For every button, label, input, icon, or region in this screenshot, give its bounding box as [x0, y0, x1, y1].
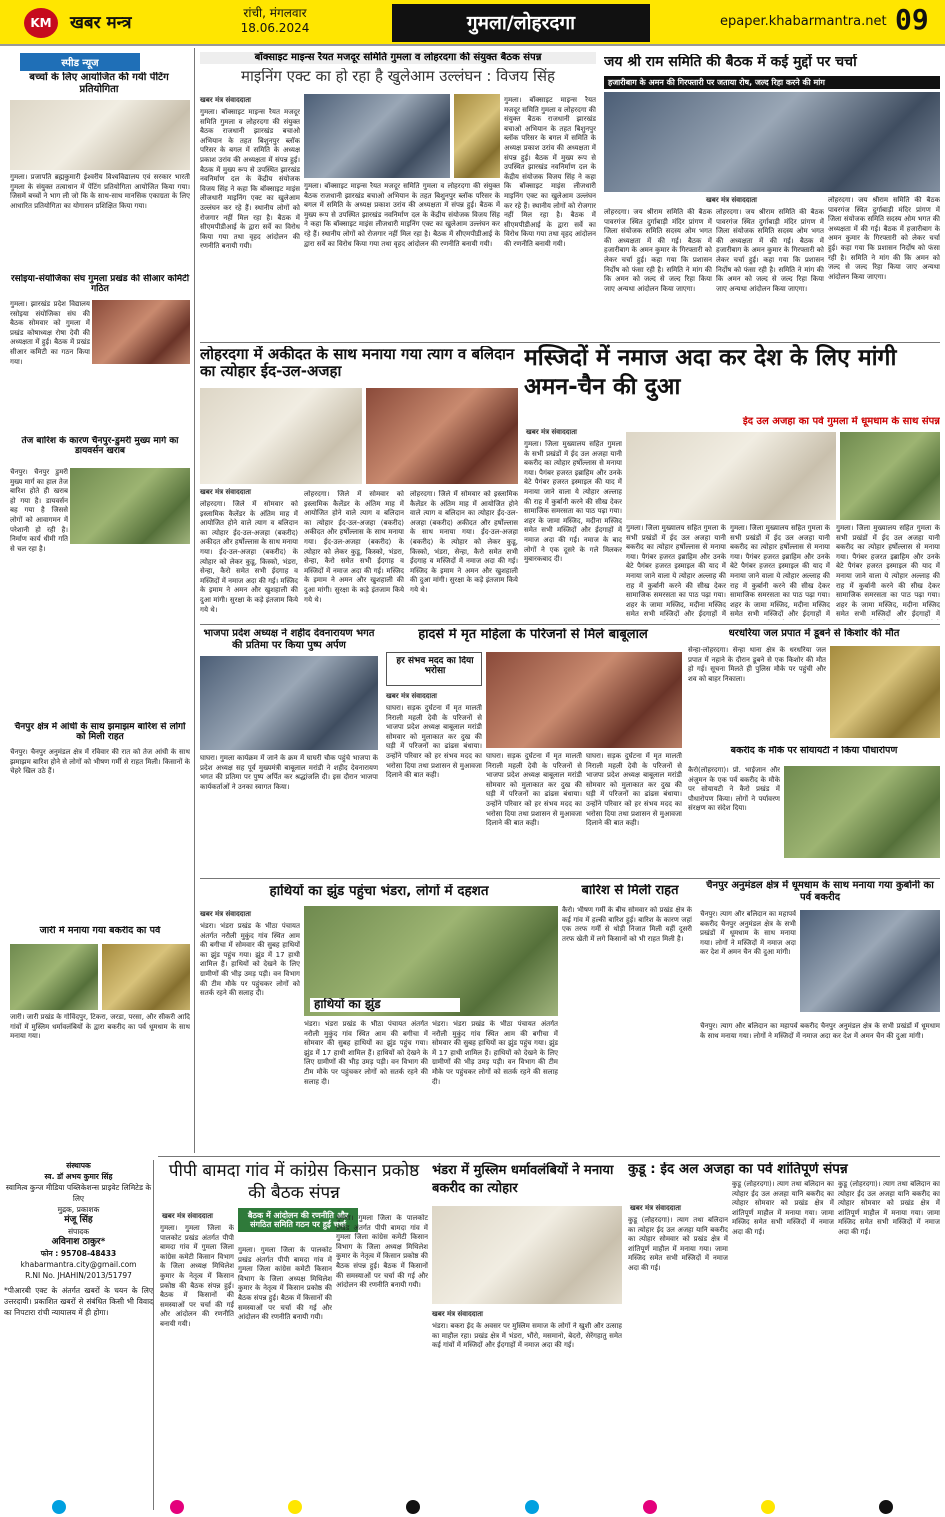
column-divider: [194, 48, 195, 1153]
black-dot: [406, 1500, 420, 1514]
a5-headline: भाजपा प्रदेश अध्यक्ष ने शहीद देवनारायण भगत की प्रतिमा पर किया पुष्प अर्पण: [203, 628, 375, 651]
black-dot: [879, 1500, 893, 1514]
imprint-note: *पीआरबी एक्ट के अंतर्गत खबरों के चयन के लिए उत्तरदायी। प्रकाशित खबरों से संबंधित किसी भी विवाद का निपटारा रांची न्यायालय में ही होगा।: [4, 1286, 153, 1317]
dateline: [225, 6, 325, 36]
brand-logo-icon: KM: [24, 8, 58, 38]
a4-photo-namaz: [626, 432, 836, 520]
a9-headline: बारिश से मिली राहत: [581, 884, 679, 898]
a4-headline: मस्जिदों में नमाज अदा कर देश के लिए मांगी अमन-चैन की दुआ: [524, 345, 897, 400]
a1-headline: माइनिंग एक्ट का हो रहा है खुलेआम उल्लंघन : विजय सिंह: [241, 68, 555, 85]
side-story-5-body: जारी। जारी प्रखंड के गोविंदपुर, टिकरा, जरडा, परसा, और सीकरी आदि गांवों में मुस्लिम धर्मावलंबियों के द्वारा बकरीद का पर्व धूमधाम के साथ मनाया गया।: [10, 1013, 190, 1041]
section-rule-4: [158, 1156, 940, 1157]
side-story-1-headline: बच्चों के लिए आयोजित की गयी पेंटिंग प्रतियोगिता: [29, 72, 169, 95]
a6-headline: हादसे में मृत महिला के परिजनों से मिले बाबूलाल: [418, 628, 648, 642]
a3-headline: लोहरदगा में अकीदत के साथ मनाया गया त्याग व बलिदान का त्योहार ईद-उल-अजहा: [200, 346, 515, 381]
a6-photo: [486, 652, 682, 748]
imprint-title: संस्थापक: [66, 1161, 91, 1170]
a3-col-3: लोहरदगा। जिले में सोमवार को इस्लामिक कैलेंडर के अंतिम माह में आयोजित होने वाले त्याग व बलिदान का त्योहार ईद-उल-अजहा (बकरीद) अकीदत और हर्षोल्लास के साथ मनाया गया। ईद-उल-अजहा (बकरीद) के त्योहार को लेकर कुडू, किस्को, भंडरा, सेन्हा, कैरो समेत सभी ईदगाह व मस्जिदों में नमाज अदा की गई। मस्जिद के इमाम ने अमन और खुशहाली की दुआ मांगी। सुरक्षा के कड़े इंतजाम किये गये थे।: [410, 490, 518, 594]
a7-body: सेन्हा-लोहरदगा। सेन्हा थाना क्षेत्र के धरधरिया जल प्रपात में नहाने के दौरान डूबने से एक किशोर की मौत हो गई। सूचना मिलते ही पुलिस मौके पर पहुंची और शव को बाहर निकाला।: [688, 646, 826, 683]
a13-col-1: कुडू (लोहरदगा)। त्याग तथा बलिदान का त्योहार ईद उल अजहा यानि बकरीद का त्योहार सोमवार को प्रखंड क्षेत्र में शांतिपूर्ण माहौल में मनाया गया। जामा मस्जिद समेत सभी मस्जिदों में नमाज अदा की गई।: [628, 1216, 728, 1272]
a2-photo: [604, 92, 940, 192]
sangh-photo: [92, 300, 190, 364]
a11-col-1: गुमला। गुमला जिला के पालकोट प्रखंड अंतर्गत पीपी बामदा गांव में गुमला जिला कांग्रेस कमेटी किसान विभाग के जिला अध्यक्ष मिथिलेश कुमार के नेतृत्व में किसान प्रकोष्ठ की बैठक संपन्न हुई। बैठक में किसानों की समस्याओं पर चर्चा की गई और आंदोलन की रणनीति बनायी गयी।: [160, 1224, 234, 1328]
a1-byline: खबर मंत्र संवाददाता: [200, 96, 251, 104]
site-link[interactable]: epaper.khabarmantra.net: [720, 14, 887, 29]
print-registration-marks: [0, 1497, 945, 1517]
side-story-4-headline: चैनपुर क्षेत्र में आंधी के साथ झमाझम बारिश से लोगों को मिली राहत: [14, 722, 186, 743]
magenta-dot: [170, 1500, 184, 1514]
a10-headline: चैनपुर अनुमंडल क्षेत्र में धूमधाम के साथ मनाया गया कुर्बानी का पर्व बकरीद: [706, 880, 934, 903]
a3-photo-people: [366, 388, 518, 484]
side-story-2-body: गुमला। झारखंड प्रदेश विद्यालय रसोइया संयोजिका संघ की बैठक सोमवार को गुमला में प्रखंड कोषाध्यक्ष रोषा देवी की अध्यक्षता में हुई। बैठक में प्रखंड सीआर कमिटी का गठन किया गया।: [10, 300, 90, 366]
imprint-owner: स्वामित्व कुन्ज मीडिया पब्लिकेशन्स प्राइवेट लिमिटेड के लिए: [5, 1183, 152, 1203]
a12-headline: भंडरा में मुस्लिम धर्मावलंबियों ने मनाया बकरीद का त्योहार: [432, 1163, 614, 1197]
a1-col-1: गुमला। बॉक्साइट माइन्स रैयत मजदूर समिति गुमला व लोहरदगा की संयुक्त बैठक राजधानी झारखंड बचाओ अभियान के तहत बिशुनपुर ब्लॉक परिसर के बगल में समिति के अध्यक्ष प्रकाश उरांव की अध्यक्षता में संपन्न हुई। बैठक में मुख्य रूप से उपस्थित झारखंड नवनिर्माण दल के केंद्रीय संयोजक विजय सिंह ने कहा कि बॉक्साइट माइंस लीजधारी माइनिंग एक्ट का खुलेआम उल्लंघन कर रहे हैं। स्थानीय लोगों को रोजगार नहीं मिल रहा है। बैठक में सीएमपीडीआई के द्वारा सर्वे का विरोध किया गया तथा वृहद आंदोलन की रणनीति बनायी गयी।: [200, 108, 300, 251]
a2-col-3: लोहरदगा। जय श्रीराम समिति की बैठक पावरगंज स्थित दुर्गाबाड़ी मंदिर प्रांगण में जिला संयोजक समिति सदस्य ओम भगत की अध्यक्षता में की गई। बैठक में हजारीबाग के अमन कुमार के गिरफ्तारी को लेकर चर्चा हुई। कहा गया कि प्रशासन निर्दोष को फंसा रही है। समिति ने मांग की कि अमन को जल्द से जल्द रिहा किया जाए अन्यथा आंदोलन किया जाएगा।: [828, 196, 940, 281]
a3-photo-namaz: [200, 388, 362, 484]
a11-headline: पीपी बामदा गांव में कांग्रेस किसान प्रकोष्ठ की बैठक संपन्न: [168, 1161, 420, 1204]
page-number: 09: [895, 3, 929, 36]
a1-col-3: गुमला। बॉक्साइट माइन्स रैयत मजदूर समिति गुमला व लोहरदगा की संयुक्त बैठक राजधानी झारखंड बचाओ अभियान के तहत बिशुनपुर ब्लॉक परिसर के बगल में समिति के अध्यक्ष प्रकाश उरांव की अध्यक्षता में संपन्न हुई। बैठक में मुख्य रूप से उपस्थित झारखंड नवनिर्माण दल के केंद्रीय संयोजक विजय सिंह ने कहा कि बॉक्साइट माइंस लीजधारी माइनिंग एक्ट का खुलेआम उल्लंघन कर रहे हैं। स्थानीय लोगों को रोजगार नहीं मिल रहा है। बैठक में सीएमपीडीआई के द्वारा सर्वे का विरोध किया गया तथा वृहद आंदोलन की रणनीति बनायी गयी।: [504, 96, 596, 248]
side-story-1-body: गुमला। प्रजापति ब्रह्मकुमारी ईश्वरीय विश्वविद्यालय एवं सरकार भारती गुमला के संयुक्त तत्वाधान में पेंटिंग प्रतियोगिता आयोजित किया गया। जिसमें बच्चों ने भाग ली जो कि के साथ-साथ मानसिक एकाग्रता के लिए आधारित प्रतियोगिता का योगासन प्रशिक्षित किया गया।: [10, 173, 190, 210]
yellow-dot: [288, 1500, 302, 1514]
section-rule-2: [200, 624, 940, 625]
imprint-founder: स्व. डॉ अभय कुमार सिंह: [44, 1172, 113, 1181]
magenta-dot: [643, 1500, 657, 1514]
side-story-3-headline: तेज बारिश के कारण चैनपुर-डुमरी मुख्य मार्ग का डायवर्सन खराब: [21, 436, 179, 457]
a7-photo-2: [784, 766, 940, 858]
a10-col-2: चैनपुर। त्याग और बलिदान का महापर्व बकरीद चैनपुर अनुमंडल क्षेत्र के सभी प्रखंडों में धूमधाम के साथ मनाया गया। लोगों ने मस्जिदों में नमाज अदा कर देश में अमन चैन की दुआ मांगी।: [700, 1022, 940, 1040]
imprint-rni: R.NI No. JHAHIN/2013/51797: [25, 1271, 132, 1280]
a2-byline: खबर मंत्र संवाददाता: [706, 196, 757, 204]
jari-photo-2: [102, 944, 190, 1010]
a6-col-3: घाघरा। सड़क दुर्घटना में मृत मालती निराली महली देवी के परिजनों से भाजपा प्रदेश अध्यक्ष बाबूलाल मरांडी सोमवार को मुलाकात कर दुख की घड़ी में परिजनों का ढांढस बंधाया। उन्होंने परिवार को हर संभव मदद का भरोसा दिया तथा प्रशासन से मुआवजा दिलाने की बात कही।: [586, 752, 682, 828]
a2-headline: जय श्री राम समिति की बैठक में कई मुद्दों पर चर्चा: [604, 54, 857, 70]
a8-col-3: भंडरा। भंडरा प्रखंड के भीठा पंचायत अंतर्गत नरौली मुकुंद गांव स्थित आम की बगीचा में सोमवार की सुबह हाथियों का झुंड पहुंच गया। झुंड में 17 हाथी शामिल हैं। हाथियों को देखने के लिए ग्रामीणों की भीड़ उमड़ पड़ी। वन विभाग की टीम मौके पर पहुंचकर लोगों को सतर्क रहने की सलाह दी।: [432, 1020, 558, 1086]
a9-col-1: कैरो। भीषण गर्मी के बीच सोमवार को प्रखंड क्षेत्र के कई गांव में हल्की बारिश हुई। बारिश के कारण जहां एक तरफ गर्मी से थोड़ी निजात मिली वहीं दूसरी तरफ खेती में लगे किसानों को भी राहत मिली है।: [562, 906, 692, 943]
a1-photo-speaker: [454, 94, 500, 178]
a1-col-2: गुमला। बॉक्साइट माइन्स रैयत मजदूर समिति गुमला व लोहरदगा की संयुक्त बैठक राजधानी झारखंड बचाओ अभियान के तहत बिशुनपुर ब्लॉक परिसर के बगल में समिति के अध्यक्ष प्रकाश उरांव की अध्यक्षता में संपन्न हुई। बैठक में मुख्य रूप से उपस्थित झारखंड नवनिर्माण दल के केंद्रीय संयोजक विजय सिंह ने कहा कि बॉक्साइट माइंस लीजधारी माइनिंग एक्ट का खुलेआम उल्लंघन कर रहे हैं। स्थानीय लोगों को रोजगार नहीं मिल रहा है। बैठक में सीएमपीडीआई के द्वारा सर्वे का विरोध किया गया तथा वृहद आंदोलन की रणनीति बनायी गयी।: [304, 182, 500, 248]
imprint-printer: मुद्रक, प्रकाशक: [57, 1205, 100, 1214]
a7-photo: [830, 646, 940, 738]
a8-col-2: भंडरा। भंडरा प्रखंड के भीठा पंचायत अंतर्गत नरौली मुकुंद गांव स्थित आम की बगीचा में सोमवार की सुबह हाथियों का झुंड पहुंच गया। झुंड में 17 हाथी शामिल हैं। हाथियों को देखने के लिए ग्रामीणों की भीड़ उमड़ पड़ी। वन विभाग की टीम मौके पर पहुंचकर लोगों को सतर्क रहने की सलाह दी।: [304, 1020, 428, 1086]
section-badge: गुमला/लोहरदगा: [392, 4, 650, 42]
a12-byline: खबर मंत्र संवाददाता: [432, 1310, 483, 1318]
a8-col-1: भंडरा। भंडरा प्रखंड के भीठा पंचायत अंतर्गत नरौली मुकुंद गांव स्थित आम की बगीचा में सोमवार की सुबह हाथियों का झुंड पहुंच गया। झुंड में 17 हाथी शामिल हैं। हाथियों को देखने के लिए ग्रामीणों की भीड़ उमड़ पड़ी। वन विभाग की टीम मौके पर पहुंचकर लोगों को सतर्क रहने की सलाह दी।: [200, 922, 300, 998]
side-story-2-headline: रसोइया-संयोजिका संघ गुमला प्रखंड की सीआर कमिटी गठित: [10, 274, 190, 295]
a11-col-2: गुमला। गुमला जिला के पालकोट प्रखंड अंतर्गत पीपी बामदा गांव में गुमला जिला कांग्रेस कमेटी किसान विभाग के जिला अध्यक्ष मिथिलेश कुमार के नेतृत्व में किसान प्रकोष्ठ की बैठक संपन्न हुई। बैठक में किसानों की समस्याओं पर चर्चा की गई और आंदोलन की रणनीति बनायी गयी।: [238, 1246, 332, 1322]
a4-subhead: ईद उल अजहा का पर्व गुमला में धूमधाम के साथ संपन्न: [742, 416, 940, 427]
side-story-3-body: चैनपुर। चैनपुर डुमरी मुख्य मार्ग का हाल तेज बारिश होते ही खराब हो गया है। डायवर्सन बह गया है जिससे लोगों को आवागमन में परेशानी हो रही है। निर्माण कार्य धीमी गति से चल रहा है।: [10, 468, 68, 553]
a11-box: बैठक में आंदोलन की रणनीति और संगठित समिति गठन पर हुई चर्चा: [238, 1208, 358, 1232]
a11-byline: खबर मंत्र संवाददाता: [162, 1212, 213, 1220]
a10-col-1: चैनपुर। त्याग और बलिदान का महापर्व बकरीद चैनपुर अनुमंडल क्षेत्र के सभी प्रखंडों में धूमधाम के साथ मनाया गया। लोगों ने मस्जिदों में नमाज अदा कर देश में अमन चैन की दुआ मांगी।: [700, 910, 796, 957]
a1-photo-meeting: [304, 94, 450, 178]
a2-col-2: लोहरदगा। जय श्रीराम समिति की बैठक पावरगंज स्थित दुर्गाबाड़ी मंदिर प्रांगण में जिला संयोजक समिति सदस्य ओम भगत की अध्यक्षता में की गई। बैठक में हजारीबाग के अमन कुमार के गिरफ्तारी को लेकर चर्चा हुई। कहा गया कि प्रशासन निर्दोष को फंसा रही है। समिति ने मांग की कि अमन को जल्द से जल्द रिहा किया जाए अन्यथा आंदोलन किया जाएगा।: [716, 208, 824, 293]
a6-col-1: घाघरा। सड़क दुर्घटना में मृत मालती निराली महली देवी के परिजनों से भाजपा प्रदेश अध्यक्ष बाबूलाल मरांडी सोमवार को मुलाकात कर दुख की घड़ी में परिजनों का ढांढस बंधाया। उन्होंने परिवार को हर संभव मदद का भरोसा दिया तथा प्रशासन से मुआवजा दिलाने की बात कही।: [386, 704, 482, 780]
cyan-dot: [525, 1500, 539, 1514]
cyan-dot: [52, 1500, 66, 1514]
a4-byline: खबर मंत्र संवाददाता: [526, 428, 577, 436]
painting-photo: [10, 100, 190, 170]
a4-col-1: गुमला। जिला मुख्यालय सहित गुमला के सभी प्रखंडों में ईद उल अजहा यानी बकरीद का त्योहार हर्षोल्लास से मनाया गया। पैगंबर हजरत इब्राहिम और उनके बेटे पैगंबर हजरत इस्माइल की याद में मनाया जाने वाला ये त्योहार अल्लाह की राह में कुर्बानी करने की सीख देकर सामाजिक समरसता का पाठ पढ़ा गया। शहर के जामा मस्जिद, मदीना मस्जिद समेत सभी मस्जिदों और ईदगाहों में नमाज अदा की गई। नमाज के बाद लोगों ने एक दूसरे के गले मिलकर मुबारकबाद दी।: [524, 440, 622, 564]
a8-headline: हाथियों का झुंड पहुंचा भंडरा, लोगों में दहशत: [269, 884, 489, 899]
section-rule-3: [200, 878, 940, 879]
a8-photo-caption: हाथियों का झुंड: [310, 998, 460, 1012]
a13-headline: कुडू : ईद अल अजहा का पर्व शांतिपूर्ण संपन्न: [628, 1162, 848, 1177]
imprint-printer-name: मंजू सिंह: [64, 1215, 93, 1225]
imprint-editor: अविनाश ठाकुर*: [51, 1237, 106, 1247]
a6-byline: खबर मंत्र संवाददाता: [386, 692, 437, 700]
section-rule: [200, 342, 940, 343]
masthead: [0, 0, 945, 46]
imprint-editor-label: संपादक: [67, 1227, 89, 1236]
a3-byline: खबर मंत्र संवाददाता: [200, 488, 251, 496]
a6-col-2: घाघरा। सड़क दुर्घटना में मृत मालती निराली महली देवी के परिजनों से भाजपा प्रदेश अध्यक्ष बाबूलाल मरांडी सोमवार को मुलाकात कर दुख की घड़ी में परिजनों का ढांढस बंधाया। उन्होंने परिवार को हर संभव मदद का भरोसा दिया तथा प्रशासन से मुआवजा दिलाने की बात कही।: [486, 752, 582, 828]
speed-news-tag: स्पीड न्यूज: [20, 53, 140, 71]
city-day: रांची, मंगलवार: [243, 6, 307, 20]
a1-kicker: बॉक्साइट माइन्स रैयत मजदूर समिति गुमला व लोहरदगा की संयुक्त बैठक संपन्न: [200, 52, 596, 64]
side-story-4-body: चैनपुर। चैनपुर अनुमंडल क्षेत्र में रविवार की रात को तेज आंधी के साथ झमाझम बारिश होने से लोगों को भीषण गर्मी से राहत मिली। किसानों के चेहरे खिल उठे हैं।: [10, 748, 190, 776]
imprint-email[interactable]: khabarmantra.city@gmail.com: [20, 1260, 137, 1269]
a2-col-1: लोहरदगा। जय श्रीराम समिति की बैठक पावरगंज स्थित दुर्गाबाड़ी मंदिर प्रांगण में जिला संयोजक समिति सदस्य ओम भगत की अध्यक्षता में की गई। बैठक में हजारीबाग के अमन कुमार के गिरफ्तारी को लेकर चर्चा हुई। कहा गया कि प्रशासन निर्दोष को फंसा रही है। समिति ने मांग की कि अमन को जल्द से जल्द रिहा किया जाए अन्यथा आंदोलन किया जाएगा।: [604, 208, 712, 293]
a7-headline-2: बकरीद के मौके पर सोयायटी ने किया पौधारोपण: [730, 746, 898, 756]
a7-headline: धरधरिया जल प्रपात में डूबने से किशोर की मौत: [728, 628, 900, 639]
a5-photo: [200, 656, 378, 750]
a4-col-4: गुमला। जिला मुख्यालय सहित गुमला के सभी प्रखंडों में ईद उल अजहा यानी बकरीद का त्योहार हर्षोल्लास से मनाया गया। पैगंबर हजरत इब्राहिम और उनके बेटे पैगंबर हजरत इस्माइल की याद में मनाया जाने वाला ये त्योहार अल्लाह की राह में कुर्बानी करने की सीख देकर सामाजिक समरसता का पाठ पढ़ा गया। शहर के जामा मस्जिद, मदीना मस्जिद समेत सभी मस्जिदों और ईदगाहों में: [836, 524, 940, 619]
imprint-phone: फोन : 95708-48433: [40, 1249, 117, 1258]
a7-body-2: कैरो(लोहरदगा)। प्रो. भाईजान और अंजुमन के एक पर्व बकरीद के मौके पर सोयायटी ने कैरो प्रखंड में पौधारोपण किया। लोगों ने पर्यावरण संरक्षण का संदेश दिया।: [688, 766, 780, 813]
jari-photo-1: [10, 944, 98, 1010]
a8-byline: खबर मंत्र संवाददाता: [200, 910, 251, 918]
a3-col-2: लोहरदगा। जिले में सोमवार को इस्लामिक कैलेंडर के अंतिम माह में आयोजित होने वाले त्याग व बलिदान का त्योहार ईद-उल-अजहा (बकरीद) अकीदत और हर्षोल्लास के साथ मनाया गया। ईद-उल-अजहा (बकरीद) के त्योहार को लेकर कुडू, किस्को, भंडरा, सेन्हा, कैरो समेत सभी ईदगाह व मस्जिदों में नमाज अदा की गई। मस्जिद के इमाम ने अमन और खुशहाली की दुआ मांगी। सुरक्षा के कड़े इंतजाम किये गये थे।: [304, 490, 404, 604]
a5-body: घाघरा। गुमला कार्यक्रम में जाने के क्रम में घाघरी चौक पहुंचे भाजपा के प्रदेश अध्यक्ष सह पूर्व मुख्यमंत्री बाबूलाल मरांडी ने शहीद देवनारायण भगत की प्रतिमा पर पुष्प अर्पित कर श्रद्धांजलि दी। इस दौरान भाजपा कार्यकर्ताओं ने उनका स्वागत किया।: [200, 754, 378, 791]
road-photo: [70, 468, 190, 544]
a3-col-1: लोहरदगा। जिले में सोमवार को इस्लामिक कैलेंडर के अंतिम माह में आयोजित होने वाले त्याग व बलिदान का त्योहार ईद-उल-अजहा (बकरीद) अकीदत और हर्षोल्लास के साथ मनाया गया। ईद-उल-अजहा (बकरीद) के त्योहार को लेकर कुडू, किस्को, भंडरा, सेन्हा, कैरो समेत सभी ईदगाह व मस्जिदों में नमाज अदा की गई। मस्जिद के इमाम ने अमन और खुशहाली की दुआ मांगी। सुरक्षा के कड़े इंतजाम किये गये थे।: [200, 500, 298, 614]
a12-photo: [432, 1206, 622, 1304]
a13-col-3: कुडू (लोहरदगा)। त्याग तथा बलिदान का त्योहार ईद उल अजहा यानि बकरीद का त्योहार सोमवार को प्रखंड क्षेत्र में शांतिपूर्ण माहौल में मनाया गया। जामा मस्जिद समेत सभी मस्जिदों में नमाज अदा की गई।: [838, 1180, 940, 1236]
a11-col-3: गुमला। गुमला जिला के पालकोट प्रखंड अंतर्गत पीपी बामदा गांव में गुमला जिला कांग्रेस कमेटी किसान विभाग के जिला अध्यक्ष मिथिलेश कुमार के नेतृत्व में किसान प्रकोष्ठ की बैठक संपन्न हुई। बैठक में किसानों की समस्याओं पर चर्चा की गई और आंदोलन की रणनीति बनायी गयी।: [336, 1214, 428, 1290]
imprint-box: [4, 1160, 154, 1510]
brand-name: खबर मन्त्र: [70, 13, 132, 33]
a4-col-2: गुमला। जिला मुख्यालय सहित गुमला के सभी प्रखंडों में ईद उल अजहा यानी बकरीद का त्योहार हर्षोल्लास से मनाया गया। पैगंबर हजरत इब्राहिम और उनके बेटे पैगंबर हजरत इस्माइल की याद में मनाया जाने वाला ये त्योहार अल्लाह की राह में कुर्बानी करने की सीख देकर सामाजिक समरसता का पाठ पढ़ा गया। शहर के जामा मस्जिद, मदीना मस्जिद समेत सभी मस्जिदों और ईदगाहों में: [626, 524, 726, 619]
a10-photo: [800, 910, 940, 1012]
date: 18.06.2024: [240, 21, 310, 35]
a2-subhead: हजारीबाग के अमन की गिरफ्तारी पर जताया रोष, जल्द रिहा करने की मांग: [604, 76, 940, 89]
side-story-5-headline: जारी में मनाया गया बकरीद का पर्व: [39, 926, 161, 936]
yellow-dot: [761, 1500, 775, 1514]
a12-body: भंडरा। बकरा ईद के अवसर पर मुस्लिम समाज के लोगों ने खुशी और उत्साह का माहौल रहा। प्रखंड क्षेत्र में भंडरा, भौंरो, मसमानो, बेदरो, सेरेंगहातु समेत कई गांवों में मस्जिदों और ईदगाहों में नमाज अदा की गई।: [432, 1322, 622, 1350]
a4-photo-eidgah: [840, 432, 940, 520]
a6-box-text: हर संभव मदद का दिया भरोसा: [396, 656, 474, 677]
a13-byline: खबर मंत्र संवाददाता: [630, 1204, 681, 1212]
a13-col-2: कुडू (लोहरदगा)। त्याग तथा बलिदान का त्योहार ईद उल अजहा यानि बकरीद का त्योहार सोमवार को प्रखंड क्षेत्र में शांतिपूर्ण माहौल में मनाया गया। जामा मस्जिद समेत सभी मस्जिदों में नमाज अदा की गई।: [732, 1180, 834, 1236]
a4-col-3: गुमला। जिला मुख्यालय सहित गुमला के सभी प्रखंडों में ईद उल अजहा यानी बकरीद का त्योहार हर्षोल्लास से मनाया गया। पैगंबर हजरत इब्राहिम और उनके बेटे पैगंबर हजरत इस्माइल की याद में मनाया जाने वाला ये त्योहार अल्लाह की राह में कुर्बानी करने की सीख देकर सामाजिक समरसता का पाठ पढ़ा गया। शहर के जामा मस्जिद, मदीना मस्जिद समेत सभी मस्जिदों और ईदगाहों में: [730, 524, 830, 619]
